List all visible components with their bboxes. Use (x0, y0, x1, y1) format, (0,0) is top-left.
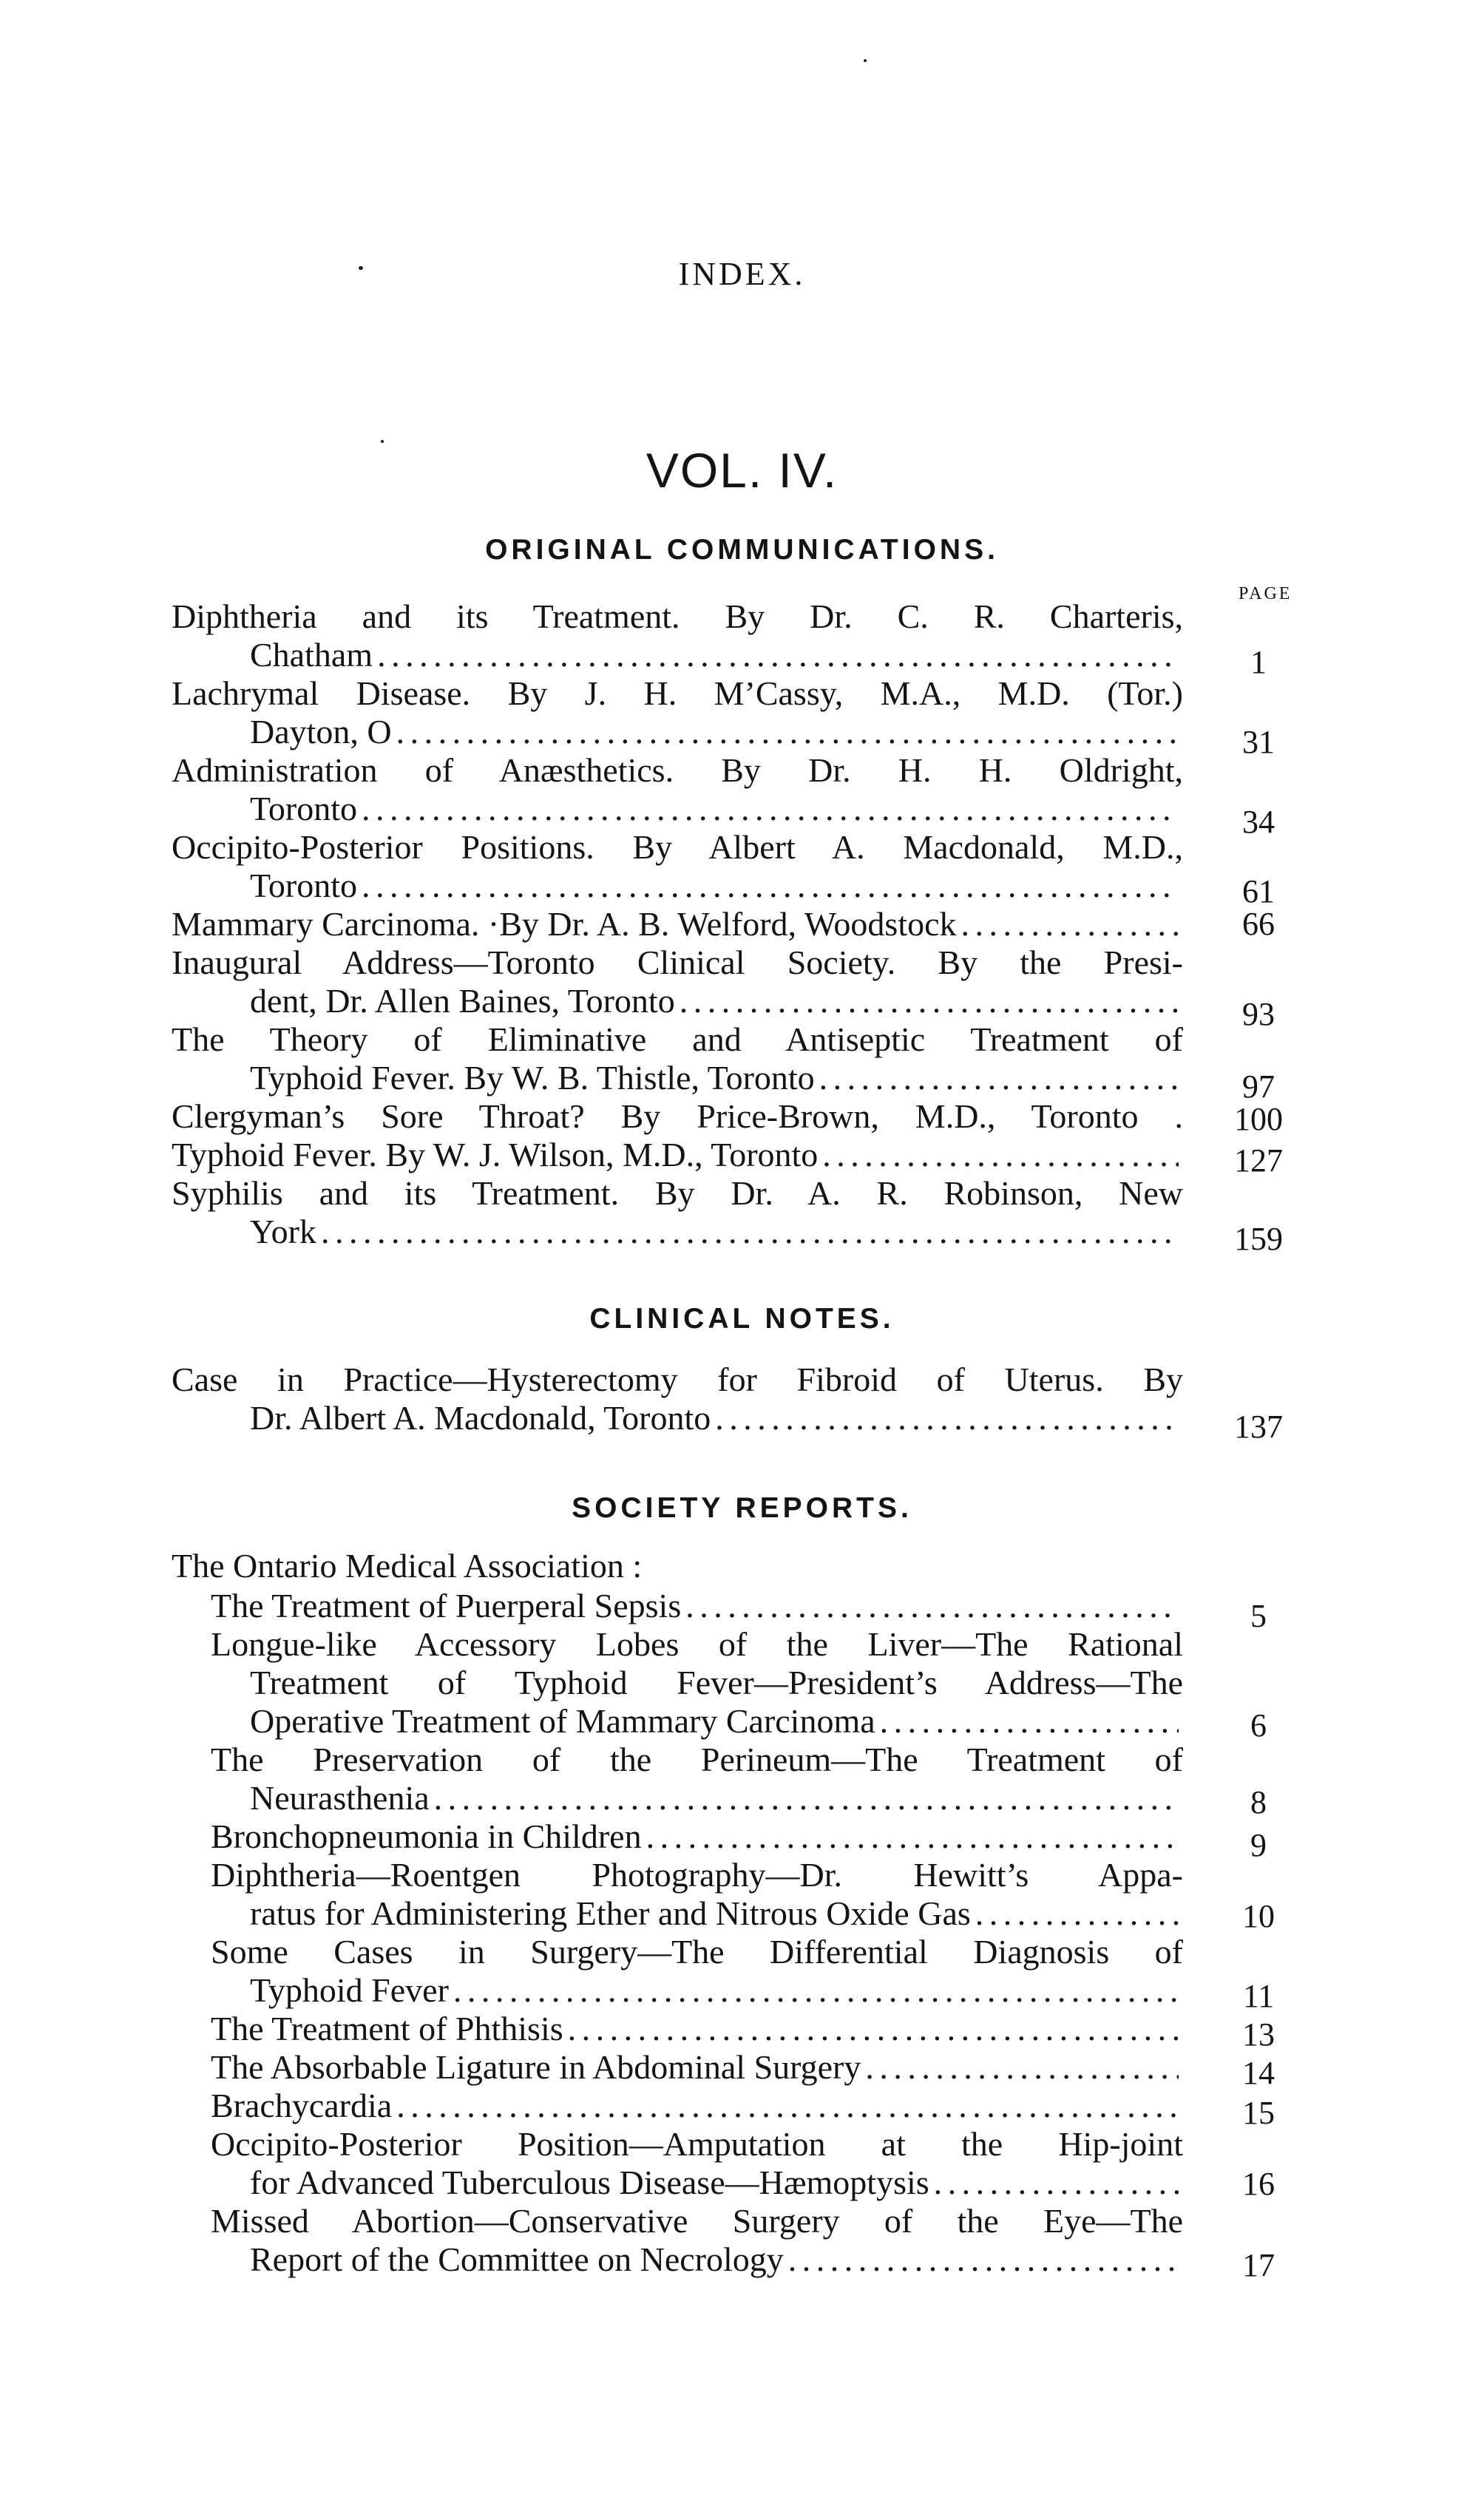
dot-leader (396, 713, 1179, 751)
page-number: 8 (1250, 1784, 1267, 1820)
dot-leader (788, 2240, 1179, 2279)
entry-title-line: Occipito-Posterior Position—Amputation at the Hip-joint (211, 2125, 1183, 2163)
page-number: 15 (1242, 2095, 1275, 2131)
entry-title-line: ratus for Administering Ether and Nitrous Oxide Gas . . . (250, 1894, 1183, 1933)
entry-title-line: Some Cases in Surgery—The Differential Diagnosis of (211, 1933, 1183, 1971)
dot-leader (646, 1817, 1179, 1856)
entry-title-line: Toronto . . . (250, 790, 1183, 828)
entry-title-line: Administration of Anæsthetics. By Dr. H. H. Oldright, (172, 751, 1183, 789)
page-number: 137 (1234, 1409, 1283, 1445)
entry-title-line: York . . . (250, 1213, 1183, 1251)
page-number: 100 (1234, 1101, 1283, 1137)
dot-leader (819, 1059, 1179, 1097)
running-head: INDEX. (678, 256, 806, 292)
dot-leader (396, 2087, 1179, 2125)
entry-title-line: Report of the Committee on Necrology . . . (250, 2240, 1183, 2279)
section-heading-clinical-notes: CLINICAL NOTES. (589, 1303, 895, 1335)
page-number: 159 (1234, 1221, 1283, 1257)
entry-title-line: Typhoid Fever. By W. B. Thistle, Toronto . . . (250, 1059, 1183, 1097)
entry-title-line: Dr. Albert A. Macdonald, Toronto . . . (250, 1399, 1183, 1437)
entry-title-line: Longue-like Accessory Lobes of the Liver—The Rational (211, 1625, 1183, 1663)
page-number: 9 (1250, 1827, 1267, 1863)
entry-title-line: The Treatment of Puerperal Sepsis . . . (211, 1587, 1183, 1625)
entry-title-line: Inaugural Address—Toronto Clinical Society. By the Presi- (172, 943, 1183, 981)
page-number: 1 (1250, 644, 1267, 680)
entry-title-line: Diphtheria—Roentgen Photography—Dr. Hewitt’s Appa- (211, 1856, 1183, 1894)
entry-title-line: Bronchopneumonia in Children . . . (211, 1817, 1183, 1856)
entry-title-line: Dayton, O . . . (250, 713, 1183, 751)
entry-title-line: dent, Dr. Allen Baines, Toronto . . . (250, 982, 1183, 1020)
dot-leader (880, 1702, 1179, 1741)
dot-leader (715, 1399, 1179, 1437)
page-number: 127 (1234, 1142, 1283, 1179)
entry-title-line: Clergyman’s Sore Throat? By Price-Brown, M.D., Toronto . (172, 1097, 1183, 1135)
page-number: 61 (1242, 873, 1275, 909)
entry-title-line: Mammary Carcinoma. ·By Dr. A. B. Welford, Woodstock . . . (172, 905, 1183, 943)
entry-title-line: Syphilis and its Treatment. By Dr. A. R. Robinson, New (172, 1174, 1183, 1212)
dot-leader (822, 1136, 1179, 1174)
dot-leader (434, 1779, 1179, 1817)
entry-title-line: The Treatment of Phthisis . . . (211, 2010, 1183, 2048)
entry-title-line: Typhoid Fever . . . (250, 1971, 1183, 2010)
entry-title-line: Missed Abortion—Conservative Surgery of the Eye—The (211, 2202, 1183, 2240)
dot-leader (975, 1894, 1179, 1933)
section-heading-original-communications: ORIGINAL COMMUNICATIONS. (485, 534, 999, 566)
entry-title-line: Toronto . . . (250, 867, 1183, 905)
page-column-label: PAGE (1239, 584, 1292, 603)
page-number: 11 (1242, 1978, 1275, 2014)
entry-title-line: The Theory of Eliminative and Antiseptic Treatment of (172, 1020, 1183, 1058)
page-number: 13 (1242, 2016, 1275, 2053)
entry-title-line: The Preservation of the Perineum—The Treatment of (211, 1741, 1183, 1778)
page-number: 31 (1242, 724, 1275, 760)
page-number: 5 (1250, 1598, 1267, 1634)
page-number: 6 (1250, 1707, 1267, 1744)
entry-title-line: Diphtheria and its Treatment. By Dr. C. R. Charteris, (172, 597, 1183, 635)
volume-title: VOL. IV. (646, 443, 838, 498)
dot-leader (362, 867, 1179, 905)
entry-title-line: The Absorbable Ligature in Abdominal Surgery . . . (211, 2048, 1183, 2087)
page-number: 93 (1242, 996, 1275, 1032)
entry-title-line: Chatham . . . (250, 636, 1183, 674)
page-number: 10 (1242, 1898, 1275, 1934)
society-group-label: The Ontario Medical Association : (172, 1547, 643, 1585)
entry-title-line: Treatment of Typhoid Fever—President’s Address—The (250, 1664, 1183, 1701)
entry-title-line: Neurasthenia . . . (250, 1779, 1183, 1817)
page-number: 97 (1242, 1068, 1275, 1105)
dot-leader (377, 636, 1179, 674)
dot-leader (453, 1971, 1179, 2010)
page-number: 66 (1242, 906, 1275, 942)
page-number: 17 (1242, 2247, 1275, 2283)
dot-leader (680, 982, 1179, 1020)
dot-leader (321, 1213, 1179, 1251)
entry-title-line: for Advanced Tuberculous Disease—Hæmoptysis . . . (250, 2164, 1183, 2202)
page-number: 34 (1242, 804, 1275, 840)
section-heading-society-reports: SOCIETY REPORTS. (572, 1492, 912, 1524)
dot-leader (362, 790, 1179, 828)
dot-leader (961, 905, 1179, 943)
dot-leader (934, 2164, 1179, 2202)
entry-title-line: Typhoid Fever. By W. J. Wilson, M.D., Toronto . . . (172, 1136, 1183, 1174)
page-number: 16 (1242, 2166, 1275, 2202)
page-number: 14 (1242, 2055, 1275, 2091)
print-speck (864, 59, 867, 62)
entry-title-line: Occipito-Posterior Positions. By Albert A. Macdonald, M.D., (172, 828, 1183, 866)
entry-title-line: Brachycardia . . . (211, 2087, 1183, 2125)
dot-leader (568, 2010, 1179, 2048)
entry-title-line: Lachrymal Disease. By J. H. M’Cassy, M.A., M.D. (Tor.) (172, 674, 1183, 712)
entry-title-line: Case in Practice—Hysterectomy for Fibroid of Uterus. By (172, 1361, 1183, 1398)
dot-leader (865, 2048, 1179, 2087)
entry-title-line: Operative Treatment of Mammary Carcinoma . . . (250, 1702, 1183, 1741)
dot-leader (685, 1587, 1179, 1625)
